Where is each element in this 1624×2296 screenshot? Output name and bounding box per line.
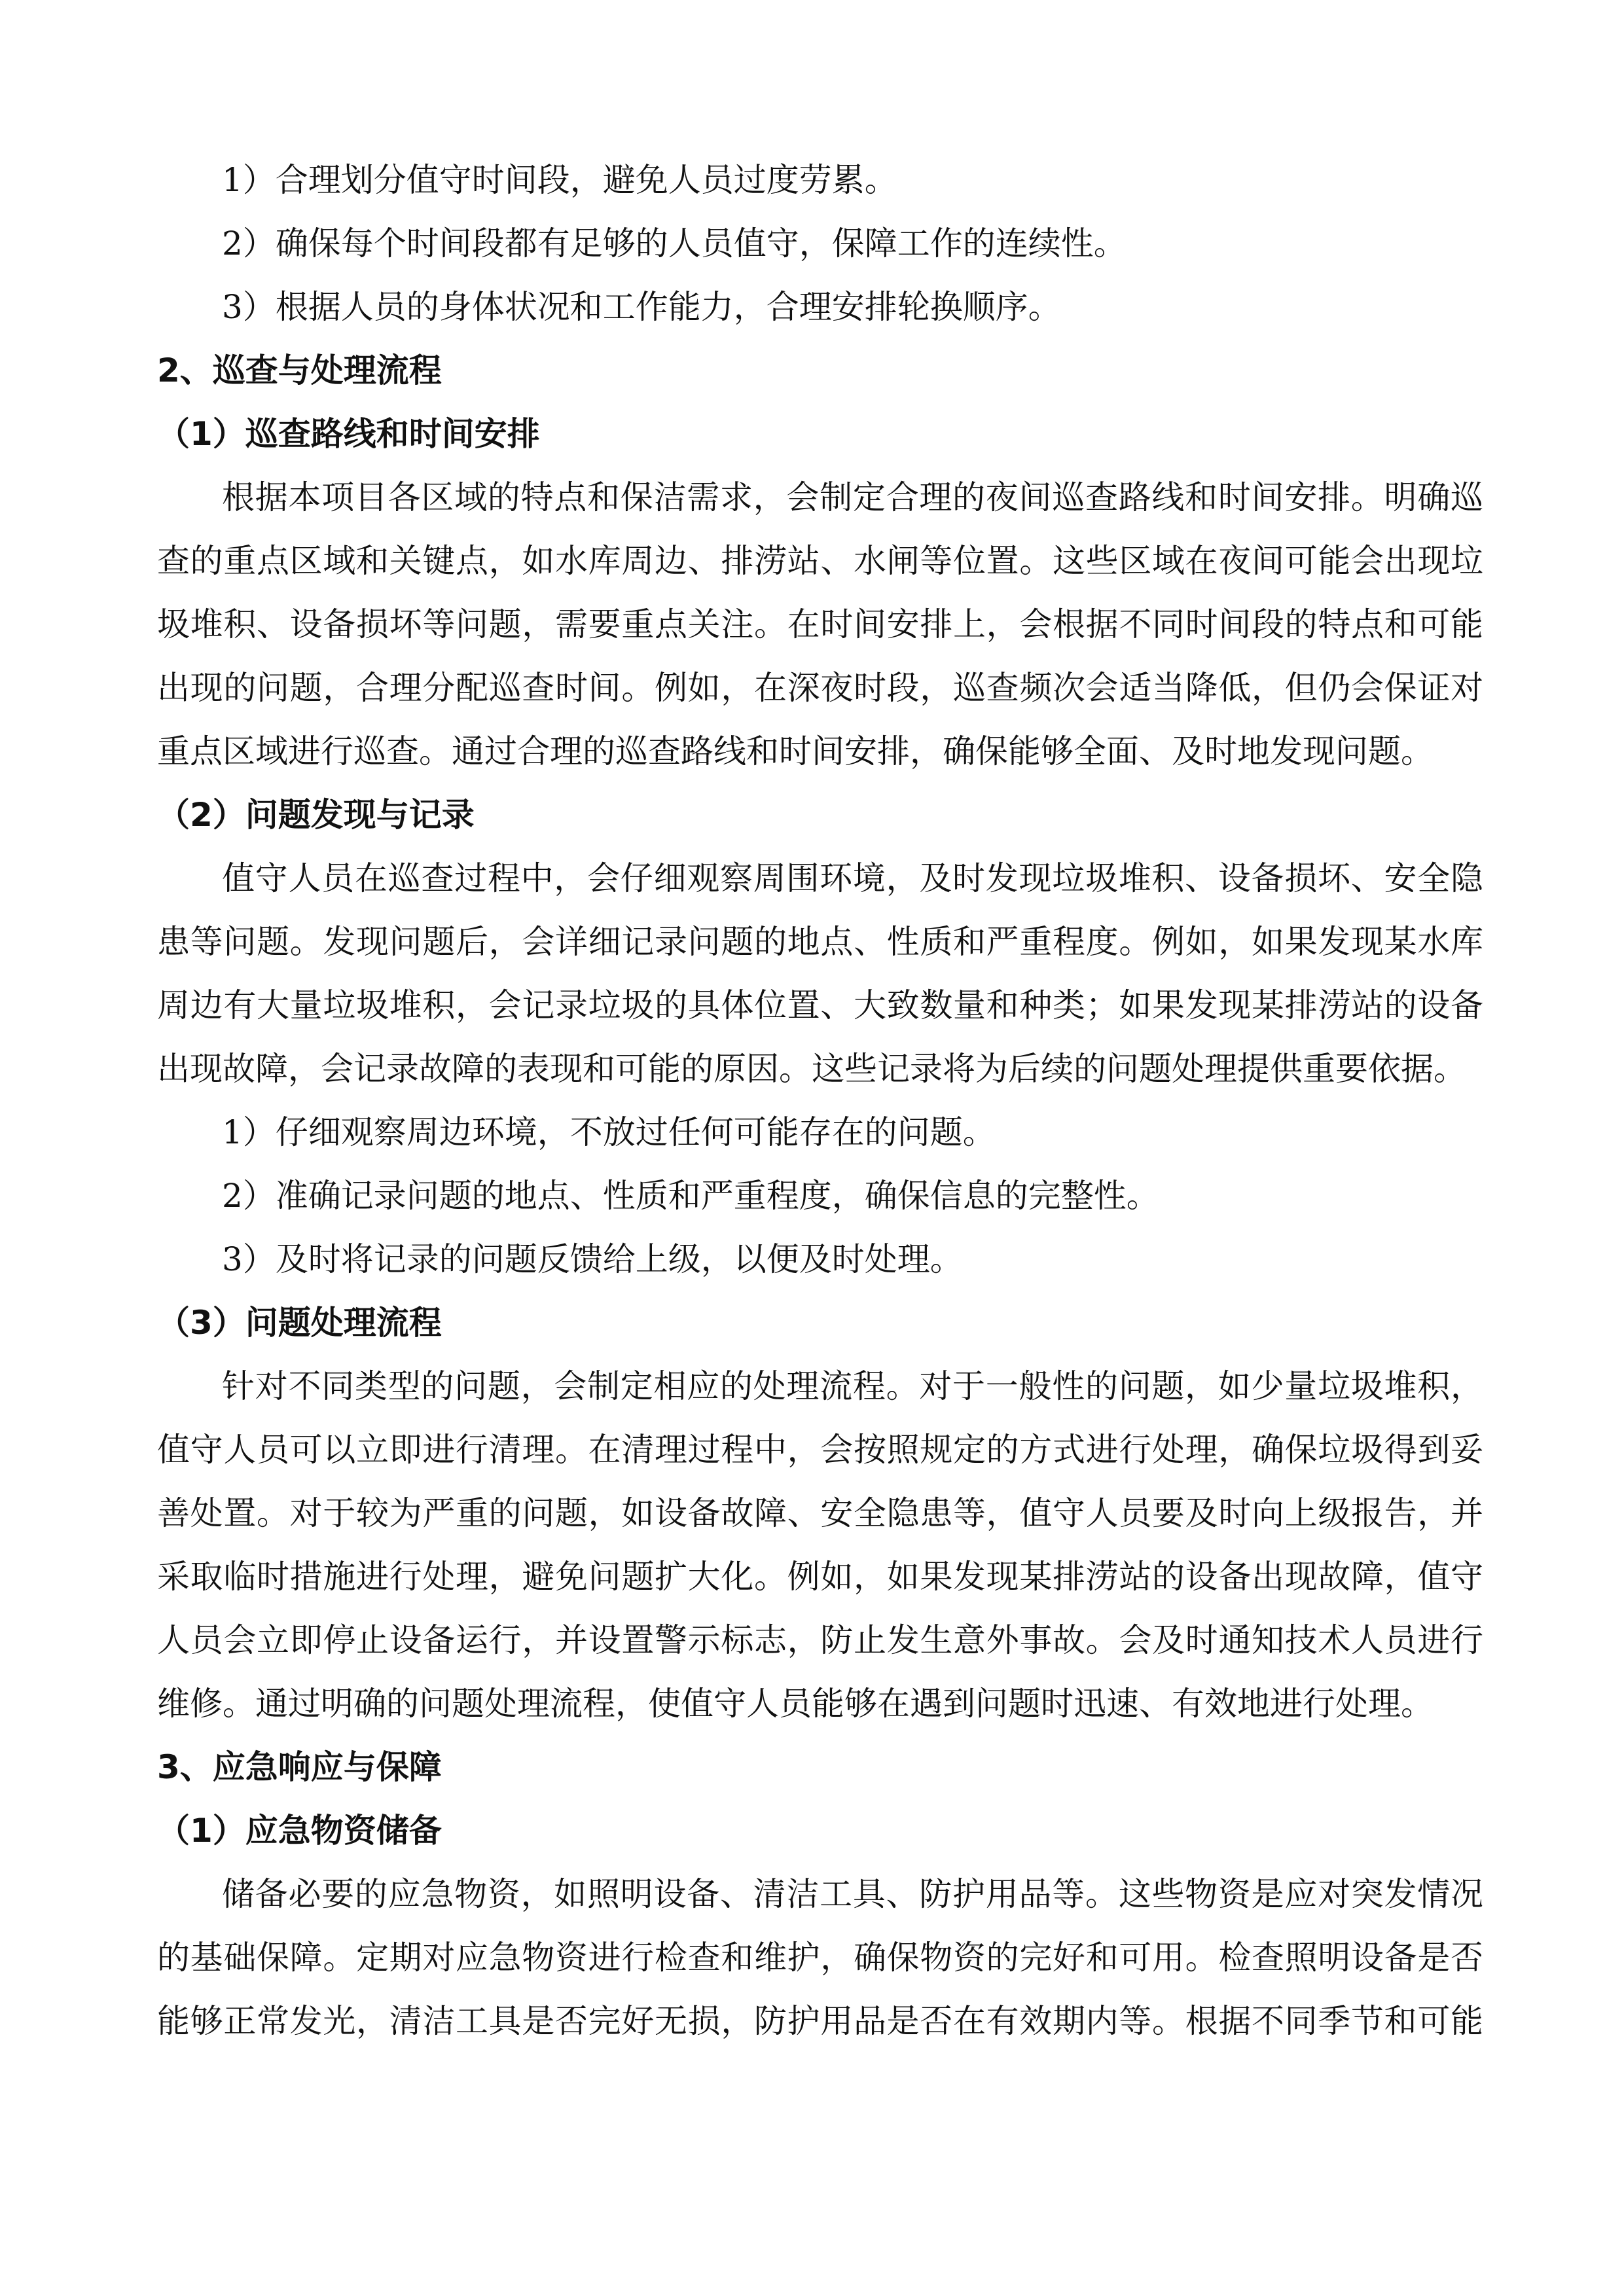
paragraph-line: 重点区域进行巡查。通过合理的巡查路线和时间安排，确保能够全面、及时地发现问题。 [157,732,1434,770]
list-item: 2）确保每个时间段都有足够的人员值守，保障工作的连续性。 [222,224,1127,262]
section-heading: 3、应急响应与保障 [157,1748,442,1786]
paragraph-line: 采取临时措施进行处理，避免问题扩大化。例如，如果发现某排涝站的设备出现故障，值守 [157,1558,1483,1596]
document-page [157,149,1483,2053]
list-item: 1）仔细观察周边环境，不放过任何可能存在的问题。 [222,1113,996,1151]
list-item: 3）根据人员的身体状况和工作能力，合理安排轮换顺序。 [222,288,1061,326]
paragraph-line: 值守人员可以立即进行清理。在清理过程中，会按照规定的方式进行处理，确保垃圾得到妥 [157,1431,1483,1469]
paragraph-line: 能够正常发光，清洁工具是否完好无损，防护用品是否在有效期内等。根据不同季节和可能 [157,2002,1483,2040]
paragraph-line: 人员会立即停止设备运行，并设置警示标志，防止发生意外事故。会及时通知技术人员进行 [157,1621,1483,1659]
section-heading: （1）巡查路线和时间安排 [157,415,540,453]
section-heading: 2、巡查与处理流程 [157,351,442,389]
paragraph-line: 出现的问题，合理分配巡查时间。例如，在深夜时段，巡查频次会适当降低，但仍会保证对 [157,669,1483,707]
section-heading: （3）问题处理流程 [157,1304,442,1342]
section-heading: （1）应急物资储备 [157,1812,442,1850]
paragraph-line: 出现故障，会记录故障的表现和可能的原因。这些记录将为后续的问题处理提供重要依据。 [157,1050,1466,1088]
paragraph-line: 维修。通过明确的问题处理流程，使值守人员能够在遇到问题时迅速、有效地进行处理。 [157,1685,1434,1723]
paragraph-line: 周边有大量垃圾堆积，会记录垃圾的具体位置、大致数量和种类；如果发现某排涝站的设备 [157,986,1483,1024]
paragraph-line: 储备必要的应急物资，如照明设备、清洁工具、防护用品等。这些物资是应对突发情况 [222,1875,1483,1913]
list-item: 2）准确记录问题的地点、性质和严重程度，确保信息的完整性。 [222,1177,1159,1215]
paragraph-line: 根据本项目各区域的特点和保洁需求，会制定合理的夜间巡查路线和时间安排。明确巡 [222,478,1483,516]
list-item: 1）合理划分值守时间段，避免人员过度劳累。 [222,161,897,199]
paragraph-line: 圾堆积、设备损坏等问题，需要重点关注。在时间安排上，会根据不同时间段的特点和可能 [157,605,1483,643]
paragraph-line: 值守人员在巡查过程中，会仔细观察周围环境，及时发现垃圾堆积、设备损坏、安全隐 [222,859,1483,897]
paragraph-line: 善处置。对于较为严重的问题，如设备故障、安全隐患等，值守人员要及时向上级报告，并 [157,1494,1483,1532]
paragraph-line: 查的重点区域和关键点，如水库周边、排涝站、水闸等位置。这些区域在夜间可能会出现垃 [157,542,1483,580]
paragraph-line: 患等问题。发现问题后，会详细记录问题的地点、性质和严重程度。例如，如果发现某水库 [157,923,1483,961]
list-item: 3）及时将记录的问题反馈给上级，以便及时处理。 [222,1240,963,1278]
paragraph-line: 的基础保障。定期对应急物资进行检查和维护，确保物资的完好和可用。检查照明设备是否 [157,1939,1483,1977]
section-heading: （2）问题发现与记录 [157,796,475,834]
paragraph-line: 针对不同类型的问题，会制定相应的处理流程。对于一般性的问题，如少量垃圾堆积， [222,1367,1483,1405]
